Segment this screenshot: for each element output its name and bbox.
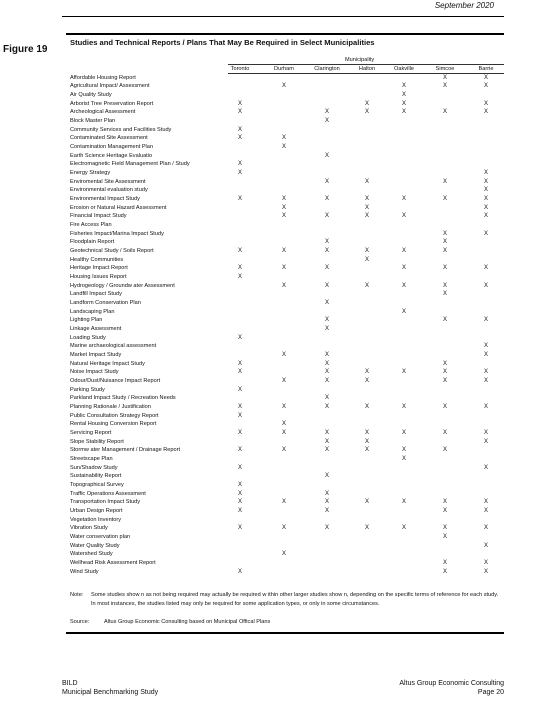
table-row — [0, 386, 540, 395]
required-mark-clarington: X — [324, 117, 329, 124]
table-row — [0, 169, 540, 178]
studies-table — [0, 74, 540, 577]
required-mark-halton: X — [364, 178, 369, 185]
required-mark-clarington: X — [324, 525, 329, 532]
required-mark-halton: X — [364, 282, 369, 289]
column-header-clarington: Clarington — [314, 66, 340, 72]
table-row — [0, 290, 540, 299]
table-row — [0, 368, 540, 377]
required-mark-barrie: X — [483, 178, 488, 185]
required-mark-barrie: X — [483, 100, 488, 107]
table-row — [0, 377, 540, 386]
table-row — [0, 143, 540, 152]
study-name: Parkland Impact Study / Recreation Needs — [70, 395, 176, 402]
required-mark-toronto: X — [237, 265, 242, 272]
required-mark-barrie: X — [483, 499, 488, 506]
study-name: Vegetation Inventory — [70, 516, 122, 523]
figure-label: Figure 19 — [3, 44, 48, 55]
required-mark-clarington: X — [324, 265, 329, 272]
study-name: Heritage Impact Report — [70, 265, 128, 272]
table-row — [0, 256, 540, 265]
table-row — [0, 559, 540, 568]
table-row — [0, 238, 540, 247]
required-mark-toronto: X — [237, 161, 242, 168]
required-mark-oakville: X — [401, 525, 406, 532]
header-divider — [228, 64, 504, 65]
study-name: Wind Study — [70, 568, 99, 575]
study-name: Housing Issues Report — [70, 273, 127, 280]
study-name: Financial Impact Study — [70, 213, 127, 220]
table-row — [0, 273, 540, 282]
required-mark-durham: X — [281, 135, 286, 142]
table-row — [0, 316, 540, 325]
required-mark-durham: X — [281, 282, 286, 289]
study-name: Air Quality Study — [70, 91, 112, 98]
required-mark-clarington: X — [324, 508, 329, 515]
table-row — [0, 204, 540, 213]
table-row — [0, 394, 540, 403]
required-mark-oakville: X — [401, 100, 406, 107]
study-name: Landform Conservation Plan — [70, 299, 141, 306]
column-header-barrie: Barrie — [478, 66, 494, 72]
required-mark-toronto: X — [237, 568, 242, 575]
table-row — [0, 455, 540, 464]
required-mark-clarington: X — [324, 360, 329, 367]
required-mark-oakville: X — [401, 369, 406, 376]
table-row — [0, 481, 540, 490]
study-name: Parking Study — [70, 386, 105, 393]
required-mark-simcoe: X — [442, 317, 447, 324]
required-mark-toronto: X — [237, 464, 242, 471]
required-mark-clarington: X — [324, 438, 329, 445]
required-mark-clarington: X — [324, 282, 329, 289]
required-mark-simcoe: X — [442, 109, 447, 116]
required-mark-simcoe: X — [442, 447, 447, 454]
study-name: Community Services and Facilities Study — [70, 126, 172, 133]
table-row — [0, 152, 540, 161]
required-mark-durham: X — [281, 421, 286, 428]
required-mark-barrie: X — [483, 109, 488, 116]
required-mark-halton: X — [364, 447, 369, 454]
required-mark-toronto: X — [237, 490, 242, 497]
required-mark-simcoe: X — [442, 430, 447, 437]
footer-company: Altus Group Economic Consulting — [399, 680, 504, 687]
study-name: Noise Impact Study — [70, 369, 119, 376]
study-name: Arborist Tree Preservation Report — [70, 100, 154, 107]
required-mark-oakville: X — [401, 91, 406, 98]
study-name: Loading Study — [70, 334, 106, 341]
required-mark-simcoe: X — [442, 369, 447, 376]
table-row — [0, 464, 540, 473]
table-row — [0, 195, 540, 204]
required-mark-barrie: X — [483, 83, 488, 90]
required-mark-barrie: X — [483, 352, 488, 358]
required-mark-simcoe: X — [442, 404, 447, 411]
column-header-halton: Halton — [358, 66, 376, 72]
required-mark-clarington: X — [324, 352, 329, 358]
table-row — [0, 472, 540, 481]
required-mark-halton: X — [364, 430, 369, 437]
required-mark-durham: X — [281, 447, 286, 454]
title-rule — [66, 33, 504, 35]
required-mark-clarington: X — [324, 490, 329, 497]
study-name: Urban Design Report — [70, 508, 123, 515]
footer-study: Municipal Benchmarking Study — [62, 689, 159, 696]
study-name: Streetscape Plan — [70, 456, 113, 463]
required-mark-durham: X — [281, 551, 286, 558]
required-mark-simcoe: X — [442, 83, 447, 90]
required-mark-barrie: X — [483, 369, 488, 376]
required-mark-toronto: X — [237, 360, 242, 367]
required-mark-simcoe: X — [442, 230, 447, 237]
required-mark-clarington: X — [324, 404, 329, 411]
required-mark-simcoe: X — [442, 360, 447, 367]
study-name: Healthy Communities — [70, 256, 124, 263]
required-mark-durham: X — [281, 352, 286, 358]
required-mark-toronto: X — [237, 135, 242, 142]
table-row — [0, 108, 540, 117]
study-name: Water Quality Study — [70, 542, 120, 549]
required-mark-clarington: X — [324, 109, 329, 116]
table-row — [0, 490, 540, 499]
study-name: Geotechnical Study / Soils Report — [70, 247, 154, 254]
required-mark-durham: X — [281, 404, 286, 411]
required-mark-clarington: X — [324, 325, 329, 332]
study-name: Floodplain Report — [70, 239, 115, 246]
required-mark-barrie: X — [483, 169, 488, 176]
table-row — [0, 308, 540, 317]
study-name: Earth Science Heritage Evaluatio — [70, 152, 153, 159]
table-row — [0, 186, 540, 195]
required-mark-clarington: X — [324, 430, 329, 437]
required-mark-toronto: X — [237, 100, 242, 107]
required-mark-oakville: X — [401, 308, 406, 315]
required-mark-toronto: X — [237, 369, 242, 376]
header-date: September 2020 — [434, 1, 494, 10]
required-mark-oakville: X — [401, 195, 406, 202]
required-mark-toronto: X — [237, 499, 242, 506]
required-mark-durham: X — [281, 247, 286, 254]
required-mark-simcoe: X — [442, 247, 447, 254]
source-label: Source: — [70, 619, 90, 625]
required-mark-barrie: X — [483, 204, 488, 211]
required-mark-barrie: X — [483, 525, 488, 532]
required-mark-clarington: X — [324, 195, 329, 202]
required-mark-clarington: X — [324, 499, 329, 506]
required-mark-toronto: X — [237, 334, 242, 341]
study-name: Watershed Study — [70, 551, 113, 558]
required-mark-durham: X — [281, 83, 286, 90]
table-row — [0, 516, 540, 525]
required-mark-clarington: X — [324, 239, 329, 246]
table-row — [0, 299, 540, 308]
required-mark-toronto: X — [237, 508, 242, 515]
required-mark-clarington: X — [324, 299, 329, 306]
table-row — [0, 438, 540, 447]
table-row — [0, 568, 540, 577]
required-mark-simcoe: X — [442, 282, 447, 289]
required-mark-toronto: X — [237, 482, 242, 489]
study-name: Landfill Impact Study — [70, 291, 122, 298]
required-mark-barrie: X — [483, 430, 488, 437]
column-header-durham: Durham — [274, 66, 294, 72]
table-row — [0, 533, 540, 542]
table-row — [0, 550, 540, 559]
study-name: Contamination Management Plan — [70, 143, 154, 150]
required-mark-durham: X — [281, 204, 286, 211]
required-mark-barrie: X — [483, 438, 488, 445]
required-mark-toronto: X — [237, 195, 242, 202]
table-row — [0, 524, 540, 533]
required-mark-oakville: X — [401, 447, 406, 454]
study-name: Linkage Assessment — [70, 325, 122, 332]
table-row — [0, 498, 540, 507]
table-bottom-rule — [66, 632, 504, 634]
required-mark-halton: X — [364, 213, 369, 220]
study-name: Market Impact Study — [70, 352, 122, 358]
table-row — [0, 117, 540, 126]
required-mark-oakville: X — [401, 213, 406, 220]
required-mark-clarington: X — [324, 247, 329, 254]
required-mark-halton: X — [364, 369, 369, 376]
required-mark-halton: X — [364, 438, 369, 445]
column-header-toronto: Toronto — [230, 66, 250, 72]
table-row — [0, 342, 540, 351]
required-mark-barrie: X — [483, 282, 488, 289]
study-name: Topographical Survey — [70, 482, 124, 489]
table-row — [0, 420, 540, 429]
required-mark-halton: X — [364, 204, 369, 211]
column-header-simcoe: Simcoe — [435, 66, 455, 72]
study-name: Servicing Report — [70, 430, 112, 437]
required-mark-simcoe: X — [442, 195, 447, 202]
required-mark-halton: X — [364, 109, 369, 116]
required-mark-halton: X — [364, 378, 369, 385]
required-mark-toronto: X — [237, 247, 242, 254]
header-rule — [62, 16, 504, 17]
table-row — [0, 82, 540, 91]
required-mark-barrie: X — [483, 317, 488, 324]
study-name: Traffic Operations Assessment — [70, 490, 146, 497]
table-row — [0, 178, 540, 187]
required-mark-oakville: X — [401, 499, 406, 506]
table-row — [0, 212, 540, 221]
study-name: Planning Rationale / Justification — [70, 404, 151, 411]
study-name: Public Consultation Strategy Report — [70, 412, 159, 419]
table-row — [0, 230, 540, 239]
required-mark-clarington: X — [324, 178, 329, 185]
study-name: Sustainability Report — [70, 473, 122, 480]
required-mark-barrie: X — [483, 74, 488, 81]
required-mark-halton: X — [364, 404, 369, 411]
footer-org: BILD — [62, 680, 78, 687]
study-name: Electromagnetic Field Management Plan / Study — [70, 161, 190, 168]
study-name: Fire Access Plan — [70, 221, 112, 228]
required-mark-barrie: X — [483, 568, 488, 575]
required-mark-clarington: X — [324, 152, 329, 159]
study-name: Rental Housing Conversion Report — [70, 421, 157, 428]
required-mark-oakville: X — [401, 282, 406, 289]
required-mark-barrie: X — [483, 195, 488, 202]
required-mark-simcoe: X — [442, 74, 447, 81]
table-row — [0, 91, 540, 100]
study-name: Natural Heritage Impact Study — [70, 360, 145, 367]
required-mark-barrie: X — [483, 542, 488, 549]
study-name: Wellhead Risk Assessment Report — [70, 560, 156, 567]
required-mark-simcoe: X — [442, 291, 447, 298]
required-mark-halton: X — [364, 100, 369, 107]
required-mark-toronto: X — [237, 126, 242, 133]
table-row — [0, 74, 540, 83]
study-name: Energy Strategy — [70, 169, 111, 176]
municipality-group-label: Municipality — [345, 57, 375, 63]
required-mark-simcoe: X — [442, 508, 447, 515]
required-mark-clarington: X — [324, 369, 329, 376]
required-mark-barrie: X — [483, 378, 488, 385]
study-name: Water conservation plan — [70, 534, 131, 541]
required-mark-durham: X — [281, 213, 286, 220]
study-name: Contaminated Site Assessment — [70, 135, 148, 142]
required-mark-clarington: X — [324, 317, 329, 324]
required-mark-barrie: X — [483, 464, 488, 471]
required-mark-barrie: X — [483, 230, 488, 237]
required-mark-toronto: X — [237, 169, 242, 176]
required-mark-durham: X — [281, 430, 286, 437]
required-mark-barrie: X — [483, 213, 488, 220]
required-mark-toronto: X — [237, 273, 242, 280]
study-name: Environmental evaluation study — [70, 187, 148, 194]
required-mark-halton: X — [364, 195, 369, 202]
required-mark-barrie: X — [483, 560, 488, 567]
required-mark-simcoe: X — [442, 560, 447, 567]
table-row — [0, 100, 540, 109]
study-name: Slope Stability Report — [70, 438, 124, 445]
column-header-oakville: Oakville — [394, 66, 414, 72]
required-mark-simcoe: X — [442, 239, 447, 246]
required-mark-barrie: X — [483, 265, 488, 272]
required-mark-barrie: X — [483, 343, 488, 350]
required-mark-toronto: X — [237, 109, 242, 116]
required-mark-oakville: X — [401, 404, 406, 411]
required-mark-barrie: X — [483, 404, 488, 411]
required-mark-oakville: X — [401, 265, 406, 272]
table-row — [0, 429, 540, 438]
study-name: Hydrogeology / Groundw ater Assessment — [70, 282, 175, 289]
table-row — [0, 282, 540, 291]
required-mark-toronto: X — [237, 430, 242, 437]
table-row — [0, 507, 540, 516]
note-text: Some studies show n as not being required may actually be required w ithin other larger studies show n, depending on the specific terms of reference for each study. In most instances, the studies listed may only be required for some application types, or only in some circumstances. — [91, 592, 499, 607]
required-mark-simcoe: X — [442, 265, 447, 272]
required-mark-toronto: X — [237, 404, 242, 411]
study-name: Transportation Impact Study — [70, 499, 141, 506]
required-mark-oakville: X — [401, 430, 406, 437]
required-mark-durham: X — [281, 195, 286, 202]
required-mark-toronto: X — [237, 386, 242, 393]
table-row — [0, 126, 540, 135]
required-mark-toronto: X — [237, 447, 242, 454]
table-row — [0, 325, 540, 334]
footer-left — [62, 679, 158, 697]
table-row — [0, 160, 540, 169]
study-name: Environmental Impact Study — [70, 195, 140, 202]
required-mark-simcoe: X — [442, 525, 447, 532]
table-row — [0, 542, 540, 551]
footer-page: Page 20 — [477, 689, 504, 696]
required-mark-oakville: X — [401, 456, 406, 463]
required-mark-durham: X — [281, 499, 286, 506]
table-row — [0, 403, 540, 412]
note-label: Note: — [70, 592, 84, 598]
required-mark-oakville: X — [401, 109, 406, 116]
study-name: Erosion or Natural Hazard Assessment — [70, 204, 167, 211]
study-name: Fisheries Impact/Marina Impact Study — [70, 230, 164, 237]
study-name: Block Master Plan — [70, 117, 116, 124]
study-name: Sun/Shadow Study — [70, 464, 118, 471]
table-row — [0, 334, 540, 343]
required-mark-barrie: X — [483, 187, 488, 194]
required-mark-clarington: X — [324, 213, 329, 220]
study-name: Odour/Dust/Nuisance Impact Report — [70, 378, 161, 385]
table-row — [0, 412, 540, 421]
required-mark-clarington: X — [324, 473, 329, 480]
study-name: Archeological Assessment — [70, 109, 136, 116]
required-mark-simcoe: X — [442, 499, 447, 506]
required-mark-barrie: X — [483, 508, 488, 515]
required-mark-toronto: X — [237, 412, 242, 419]
required-mark-clarington: X — [324, 395, 329, 402]
table-row — [0, 221, 540, 230]
required-mark-simcoe: X — [442, 568, 447, 575]
figure-title: Studies and Technical Reports / Plans That May Be Required in Select Municipalities — [70, 38, 375, 47]
study-name: Landscaping Plan — [70, 308, 115, 315]
required-mark-simcoe: X — [442, 178, 447, 185]
source-text: Altus Group Economic Consulting based on Municipal Offical Plans — [104, 619, 271, 625]
required-mark-halton: X — [364, 247, 369, 254]
table-row — [0, 264, 540, 273]
study-name: Agricultural Impact/ Assessment — [70, 83, 150, 90]
study-name: Affordable Housing Report — [70, 74, 136, 81]
table-row — [0, 360, 540, 369]
required-mark-oakville: X — [401, 83, 406, 90]
required-mark-durham: X — [281, 525, 286, 532]
required-mark-durham: X — [281, 265, 286, 272]
study-name: Vibration Study — [70, 525, 108, 532]
required-mark-oakville: X — [401, 247, 406, 254]
study-name: Lighting Plan — [70, 317, 103, 324]
required-mark-halton: X — [364, 256, 369, 263]
table-row — [0, 134, 540, 143]
table-row — [0, 351, 540, 360]
study-name: Stormw ater Management / Drainage Report — [70, 447, 181, 454]
required-mark-simcoe: X — [442, 378, 447, 385]
required-mark-durham: X — [281, 143, 286, 150]
table-row — [0, 247, 540, 256]
required-mark-toronto: X — [237, 525, 242, 532]
study-name: Enviromental Site Assessment — [70, 178, 146, 185]
required-mark-clarington: X — [324, 378, 329, 385]
required-mark-halton: X — [364, 499, 369, 506]
required-mark-durham: X — [281, 378, 286, 385]
required-mark-halton: X — [364, 525, 369, 532]
required-mark-simcoe: X — [442, 534, 447, 541]
footer-right — [399, 679, 504, 697]
study-name: Marine archaeological assessment — [70, 343, 157, 350]
table-row — [0, 446, 540, 455]
required-mark-clarington: X — [324, 447, 329, 454]
